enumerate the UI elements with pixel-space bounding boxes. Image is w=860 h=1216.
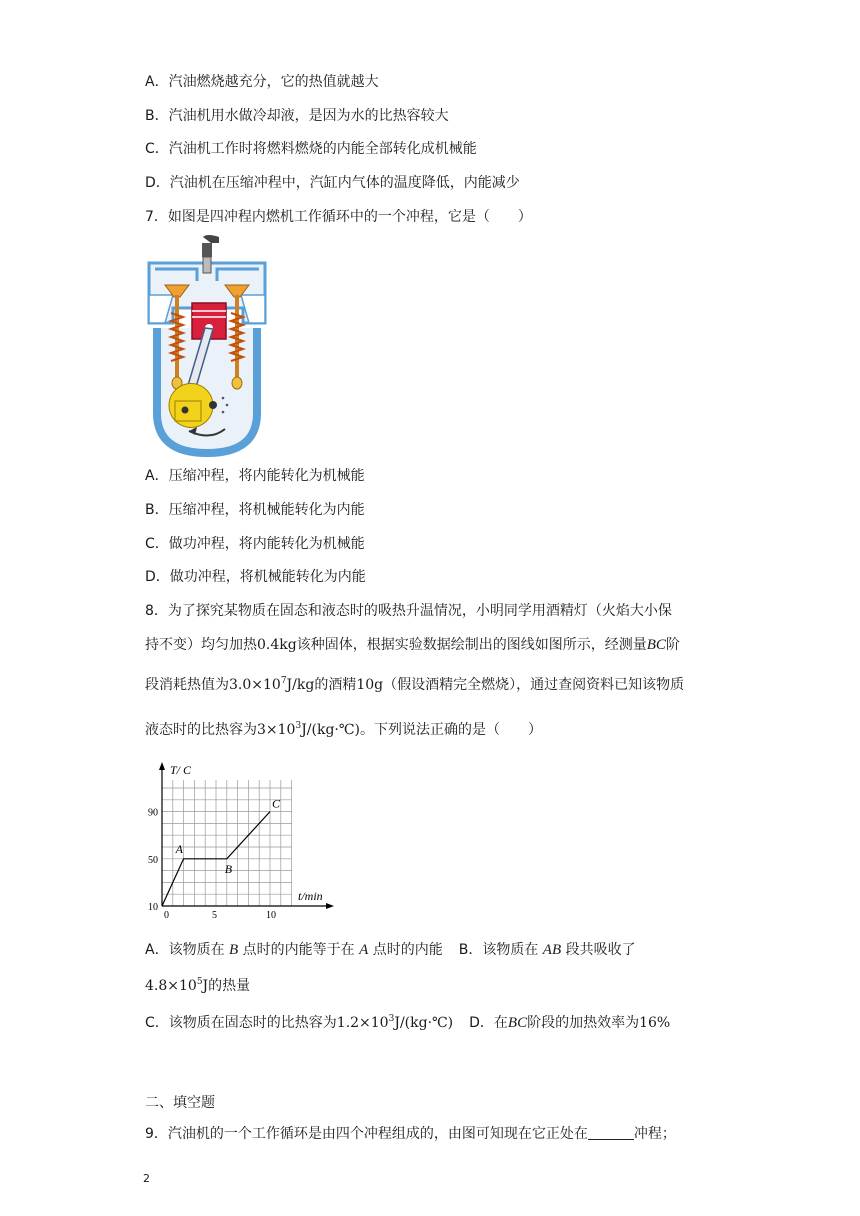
answer-blank[interactable] [588,1125,634,1140]
q8-stem-line3: 段消耗热值为$3.0\times 10^7J/kg$的酒精10g（假设酒精完全燃烧），通过查阅资料已知该物质 [145,676,685,693]
q9-stem: 9．汽油机的一个工作循环是由四个冲程组成的，由图可知现在它正处在 冲程； [145,1126,676,1142]
segment-bc: BC [646,637,666,653]
x-axis-arrow-icon [326,903,334,909]
q7-option-d: D．做功冲程，将机械能转化为内能 [145,569,366,585]
section-title: 二、填空题 [145,1095,215,1111]
mass-value: 0.4kg [257,637,297,653]
q6-option-a: A．汽油燃烧越充分，它的热值就越大 [145,74,379,90]
x-axis-label: t/min [298,889,323,903]
q8-stem-line4: 液态时的比热容为$3\times 10^3J/(kg\cdot℃)$。下列说法正确的是（ ） [145,721,542,738]
heat-value: $3.0\times 10^7J/kg$ [229,676,315,693]
y-axis-label: T/ C [170,763,192,777]
q7-option-c: C．做功冲程，将内能转化为机械能 [145,536,365,552]
q8-option-b-cont: $4.8\times 10^5J$的热量 [145,977,251,994]
q8-stem-line2: 持不变）均匀加热0.4kg该种固体，根据实验数据绘制出的图线如图所示，经测量BC阶 [145,637,680,653]
y-tick-label: 90 [148,807,158,819]
q6-option-b: B．汽油机用水做冷却液，是因为水的比热容较大 [145,108,449,124]
engine-diagram [145,233,270,458]
alcohol-mass: 10g [356,677,384,693]
q8-option-a-b: A．该物质在 B 点时的内能等于在 A 点时的内能 B．该物质在 AB 段共吸收了 [145,942,636,958]
x-tick-label: 10 [266,910,276,921]
q7-stem: 7．如图是四冲程内燃机工作循环中的一个冲程，它是（ ） [145,209,532,225]
point-label-a: A [175,841,183,856]
temperature-time-chart [140,758,340,921]
page-number: 2 [143,1172,150,1185]
point-label-c: C [272,796,281,811]
chart-series [162,797,281,906]
q7-option-a: A．压缩冲程，将内能转化为机械能 [145,468,365,484]
y-axis-arrow-icon [159,762,165,770]
y-tick-label: 10 [148,902,158,913]
q7-option-b: B．压缩冲程，将机械能转化为内能 [145,502,365,518]
liquid-specific-heat: $3\times 10^3J/(kg\cdot℃)$ [257,721,360,738]
q8-stem-line1: 8．为了探究某物质在固态和液态时的吸热升温情况，小明同学用酒精灯（火焰大小保 [145,603,672,619]
q6-option-d: D．汽油机在压缩冲程中，汽缸内气体的温度降低，内能减少 [145,175,520,191]
point-label-b: B [224,861,233,876]
q6-option-c: C．汽油机工作时将燃料燃烧的内能全部转化成机械能 [145,141,477,157]
x-tick-label: 0 [164,910,169,921]
q8-option-c-d: C．该物质在固态时的比热容为$1.2\times 10^3J/(kg\cdot℃)$ D．在BC阶段的加热效率为16% [145,1014,671,1031]
y-tick-label: 50 [148,854,158,866]
x-tick-label: 5 [212,910,217,921]
